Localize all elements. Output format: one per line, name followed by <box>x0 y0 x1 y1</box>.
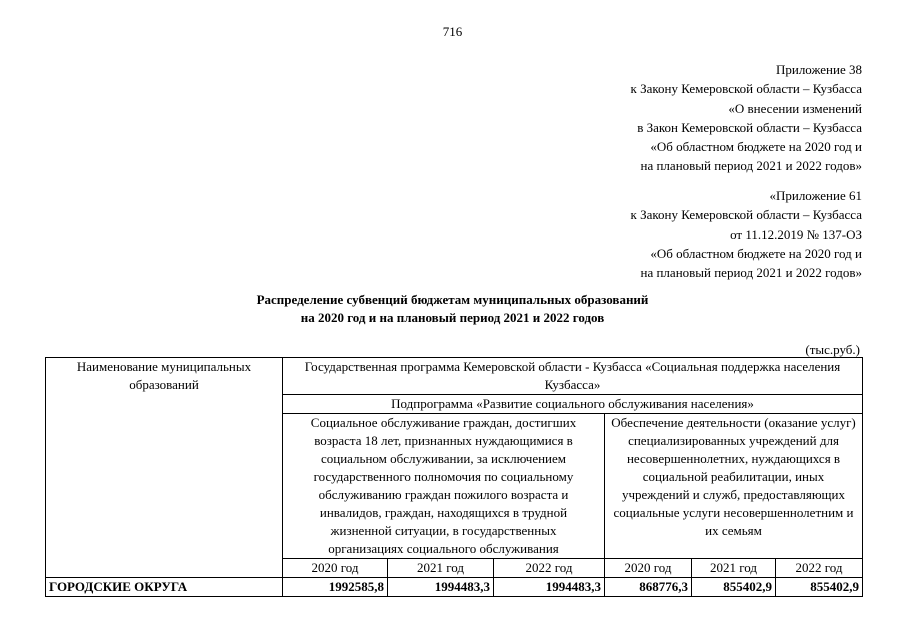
title-line-2: на 2020 год и на плановый период 2021 и 2022 годов <box>300 310 605 325</box>
unit-label: (тыс.руб.) <box>805 342 860 357</box>
row-value: 1994483,3 <box>388 578 494 597</box>
document-title <box>0 291 905 327</box>
annex-line: к Закону Кемеровской области – Кузбасса <box>630 207 862 223</box>
annex-line: «Об областном бюджете на 2020 год и <box>650 245 862 261</box>
annex-line: «О внесении изменений <box>728 100 862 116</box>
subventions-table <box>45 357 863 597</box>
annex-line: «Приложение 61 <box>769 188 862 203</box>
annex-line: на плановый период 2021 и 2022 годов» <box>640 265 862 281</box>
subprogram-header: Подпрограмма «Развитие социального обслуживания населения» <box>283 395 863 414</box>
year-header: 2021 год <box>692 559 776 578</box>
year-header: 2021 год <box>388 559 494 578</box>
row-name: ГОРОДСКИЕ ОКРУГА <box>46 578 283 597</box>
row-value: 1994483,3 <box>494 578 605 597</box>
title-line-1: Распределение субвенций бюджетам муниципальных образований <box>256 292 649 307</box>
year-header: 2020 год <box>605 559 692 578</box>
annex-line: от 11.12.2019 № 137-ОЗ <box>730 226 862 242</box>
row-value: 855402,9 <box>692 578 776 597</box>
year-header: 2020 год <box>283 559 388 578</box>
annex-line: к Закону Кемеровской области – Кузбасса <box>630 81 862 97</box>
annex-line: «Об областном бюджете на 2020 год и <box>650 139 862 155</box>
row-value: 868776,3 <box>605 578 692 597</box>
year-header: 2022 год <box>776 559 863 578</box>
row-value: 1992585,8 <box>283 578 388 597</box>
row-value: 855402,9 <box>776 578 863 597</box>
expense-group-social-service: Социальное обслуживание граждан, достигших возраста 18 лет, признанных нуждающимися в социальном обслуживании, за исключением государственного полномочия по социальному обслуживанию граждан пожилого возраста и инвалидов, граждан, находящихся в трудной жизненной ситуации, в государственных организациях социального обслуживания <box>283 414 605 559</box>
column-header-municipality: Наименование муниципальных образований <box>46 358 283 578</box>
program-header: Государственная программа Кемеровской области - Кузбасса «Социальная поддержка населения Кузбасса» <box>283 358 863 395</box>
annex-38-header <box>631 60 863 176</box>
year-header: 2022 год <box>494 559 605 578</box>
page-number: 716 <box>442 24 463 39</box>
annex-line: Приложение 38 <box>775 62 862 77</box>
table-row <box>46 578 863 597</box>
annex-61-header <box>631 186 863 282</box>
annex-line: в Закон Кемеровской области – Кузбасса <box>637 119 862 135</box>
expense-group-minors-institutions: Обеспечение деятельности (оказание услуг) специализированных учреждений для несовершеннолетних, нуждающихся в социальной реабилитации, иных учреждений и служб, предоставляющих социальные услуги несовершеннолетним и их семьям <box>605 414 863 559</box>
annex-line: на плановый период 2021 и 2022 годов» <box>640 158 862 174</box>
